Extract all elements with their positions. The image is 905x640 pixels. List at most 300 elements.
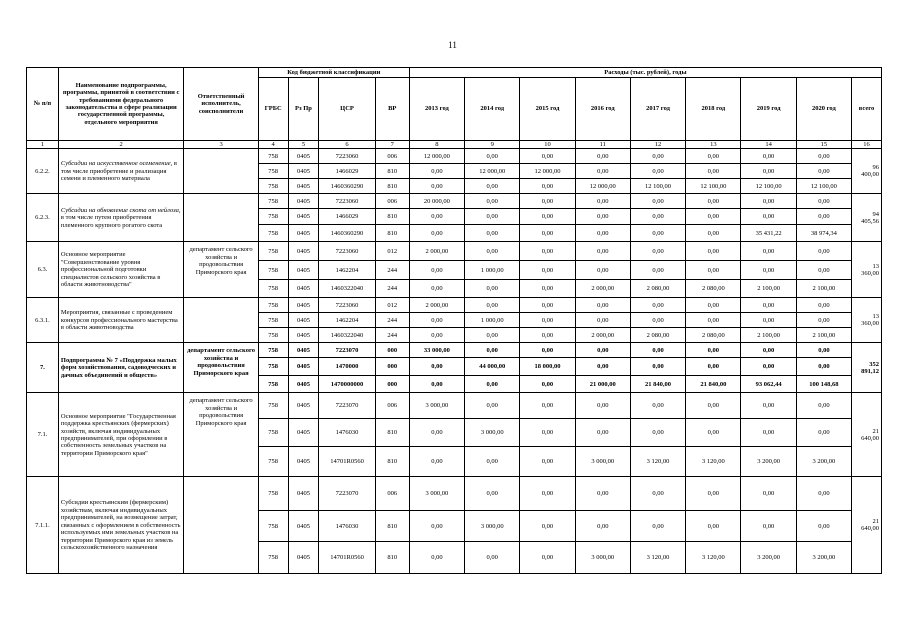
row-name xyxy=(58,149,183,194)
csr-cell: 7223060 xyxy=(319,242,375,261)
value-cell: 3 120,00 xyxy=(630,542,685,574)
column-number: 14 xyxy=(741,141,796,149)
value-cell: 0,00 xyxy=(630,164,685,179)
column-number: 15 xyxy=(796,141,851,149)
value-cell: 100 148,68 xyxy=(796,376,851,393)
value-cell: 0,00 xyxy=(741,511,796,542)
value-cell: 33 000,00 xyxy=(409,343,464,358)
value-cell: 1 000,00 xyxy=(465,261,520,280)
value-cell: 0,00 xyxy=(741,419,796,447)
value-cell: 0,00 xyxy=(686,242,741,261)
grbs-cell: 758 xyxy=(258,447,288,477)
value-cell: 0,00 xyxy=(741,194,796,209)
vr-cell: 006 xyxy=(375,149,409,164)
value-cell: 18 000,00 xyxy=(520,358,575,376)
value-cell: 0,00 xyxy=(686,149,741,164)
rzpr-cell: 0405 xyxy=(288,164,319,179)
rzpr-cell: 0405 xyxy=(288,194,319,209)
value-cell: 3 200,00 xyxy=(796,542,851,574)
rzpr-cell: 0405 xyxy=(288,280,319,298)
row-name-italic: Субсидии на искусственное осеменение xyxy=(60,160,171,168)
value-cell: 2 100,00 xyxy=(796,280,851,298)
row-responsible xyxy=(184,149,258,194)
page-number: 11 xyxy=(448,40,457,50)
vr-cell: 810 xyxy=(375,225,409,242)
rzpr-cell: 0405 xyxy=(288,393,319,419)
value-cell: 2 100,00 xyxy=(741,328,796,343)
row-number: 6.3. xyxy=(27,242,59,298)
column-number: 11 xyxy=(575,141,630,149)
vr-cell: 000 xyxy=(375,376,409,393)
value-cell: 0,00 xyxy=(741,209,796,225)
row-name-rest: , в том числе приобретение и реализация семени и племенного материала xyxy=(60,160,177,183)
value-cell: 0,00 xyxy=(686,261,741,280)
value-cell: 0,00 xyxy=(409,313,464,328)
value-cell: 0,00 xyxy=(465,477,520,511)
value-cell: 44 000,00 xyxy=(465,358,520,376)
value-cell: 0,00 xyxy=(796,358,851,376)
value-cell: 0,00 xyxy=(520,477,575,511)
vr-cell: 006 xyxy=(375,477,409,511)
vr-cell: 244 xyxy=(375,280,409,298)
value-cell: 0,00 xyxy=(630,209,685,225)
value-cell: 2 080,00 xyxy=(686,328,741,343)
grbs-cell: 758 xyxy=(258,511,288,542)
vr-cell: 012 xyxy=(375,242,409,261)
csr-cell: 1462204 xyxy=(319,261,375,280)
vr-cell: 244 xyxy=(375,261,409,280)
rzpr-cell: 0405 xyxy=(288,477,319,511)
grbs-cell: 758 xyxy=(258,393,288,419)
row-number: 7.1.1. xyxy=(27,477,59,574)
value-cell: 0,00 xyxy=(796,343,851,358)
grbs-cell: 758 xyxy=(258,280,288,298)
grbs-cell: 758 xyxy=(258,313,288,328)
grbs-cell: 758 xyxy=(258,358,288,376)
value-cell: 0,00 xyxy=(520,280,575,298)
value-cell: 0,00 xyxy=(575,149,630,164)
value-cell: 0,00 xyxy=(741,343,796,358)
csr-cell: 7223070 xyxy=(319,477,375,511)
value-cell: 0,00 xyxy=(796,164,851,179)
value-cell: 0,00 xyxy=(796,393,851,419)
grbs-cell: 758 xyxy=(258,164,288,179)
value-cell: 0,00 xyxy=(630,242,685,261)
row-name: Основное мероприятие "Государственная поддержка крестьянских (фермерских) хозяйств, включая индивидуальных предпринимателей, при оформлении в собственность земельных участков на территории Приморского края" xyxy=(58,393,183,477)
value-cell: 0,00 xyxy=(520,179,575,194)
rzpr-cell: 0405 xyxy=(288,328,319,343)
rzpr-cell: 0405 xyxy=(288,179,319,194)
value-cell: 0,00 xyxy=(741,242,796,261)
table-row xyxy=(27,393,882,419)
table-row xyxy=(27,194,882,209)
value-cell: 2 100,00 xyxy=(796,328,851,343)
column-number: 8 xyxy=(409,141,464,149)
value-cell: 3 120,00 xyxy=(686,447,741,477)
header-year: 2014 год xyxy=(465,78,520,141)
value-cell: 12 000,00 xyxy=(465,164,520,179)
budget-table xyxy=(26,67,882,574)
header-num: № п/п xyxy=(27,68,59,141)
value-cell: 2 000,00 xyxy=(575,328,630,343)
csr-cell: 14701R0560 xyxy=(319,447,375,477)
value-cell: 0,00 xyxy=(575,261,630,280)
column-number: 3 xyxy=(184,141,258,149)
vr-cell: 006 xyxy=(375,194,409,209)
value-cell: 35 431,22 xyxy=(741,225,796,242)
vr-cell: 244 xyxy=(375,328,409,343)
column-number: 12 xyxy=(630,141,685,149)
value-cell: 0,00 xyxy=(741,149,796,164)
value-cell: 0,00 xyxy=(575,164,630,179)
row-responsible xyxy=(184,298,258,343)
value-cell: 0,00 xyxy=(741,164,796,179)
value-cell: 0,00 xyxy=(575,358,630,376)
total-cell: 21 640,00 xyxy=(852,477,882,574)
value-cell: 0,00 xyxy=(465,149,520,164)
header-year: 2018 год xyxy=(686,78,741,141)
value-cell: 0,00 xyxy=(575,194,630,209)
value-cell: 0,00 xyxy=(520,542,575,574)
value-cell: 0,00 xyxy=(796,209,851,225)
row-responsible xyxy=(184,194,258,242)
value-cell: 0,00 xyxy=(741,477,796,511)
vr-cell: 006 xyxy=(375,393,409,419)
value-cell: 0,00 xyxy=(575,242,630,261)
value-cell: 0,00 xyxy=(409,164,464,179)
value-cell: 3 000,00 xyxy=(575,542,630,574)
value-cell: 0,00 xyxy=(686,313,741,328)
row-name xyxy=(58,194,183,242)
grbs-cell: 758 xyxy=(258,149,288,164)
csr-cell: 1476030 xyxy=(319,511,375,542)
value-cell: 0,00 xyxy=(575,343,630,358)
value-cell: 0,00 xyxy=(686,343,741,358)
row-responsible xyxy=(184,477,258,574)
rzpr-cell: 0405 xyxy=(288,242,319,261)
column-number: 5 xyxy=(288,141,319,149)
header-year: 2013 год xyxy=(409,78,464,141)
row-responsible: департамент сельского хозяйства и продовольствия Приморского края xyxy=(184,393,258,477)
table-row xyxy=(27,477,882,511)
value-cell: 0,00 xyxy=(520,209,575,225)
total-cell: 352 891,12 xyxy=(852,343,882,393)
value-cell: 2 080,00 xyxy=(630,280,685,298)
vr-cell: 810 xyxy=(375,511,409,542)
total-cell: 21 640,00 xyxy=(852,393,882,477)
value-cell: 3 000,00 xyxy=(465,511,520,542)
value-cell: 0,00 xyxy=(465,298,520,313)
table-row xyxy=(27,298,882,313)
column-number: 16 xyxy=(852,141,882,149)
value-cell: 0,00 xyxy=(630,477,685,511)
csr-cell: 1466029 xyxy=(319,164,375,179)
total-cell: 96 400,00 xyxy=(852,149,882,194)
value-cell: 0,00 xyxy=(520,261,575,280)
value-cell: 0,00 xyxy=(409,280,464,298)
value-cell: 0,00 xyxy=(686,298,741,313)
value-cell: 3 000,00 xyxy=(409,393,464,419)
column-number: 6 xyxy=(319,141,375,149)
row-name-rest: , в том числе путем приобретения племенного крупного рогатого скота xyxy=(60,206,181,229)
value-cell: 0,00 xyxy=(630,313,685,328)
rzpr-cell: 0405 xyxy=(288,511,319,542)
grbs-cell: 758 xyxy=(258,419,288,447)
value-cell: 0,00 xyxy=(796,261,851,280)
vr-cell: 810 xyxy=(375,447,409,477)
total-cell: 13 360,00 xyxy=(852,242,882,298)
rzpr-cell: 0405 xyxy=(288,419,319,447)
row-responsible: департамент сельского хозяйства и продовольствия Приморского края xyxy=(184,242,258,298)
value-cell: 0,00 xyxy=(465,393,520,419)
column-number: 13 xyxy=(686,141,741,149)
value-cell: 12 000,00 xyxy=(575,179,630,194)
value-cell: 0,00 xyxy=(465,225,520,242)
value-cell: 0,00 xyxy=(575,313,630,328)
csr-cell: 1460322040 xyxy=(319,280,375,298)
value-cell: 0,00 xyxy=(520,393,575,419)
value-cell: 0,00 xyxy=(520,328,575,343)
value-cell: 0,00 xyxy=(686,358,741,376)
value-cell: 0,00 xyxy=(575,419,630,447)
value-cell: 3 000,00 xyxy=(465,419,520,447)
row-responsible: департамент сельского хозяйства и продовольствия Приморского края xyxy=(184,343,258,393)
value-cell: 0,00 xyxy=(465,328,520,343)
value-cell: 0,00 xyxy=(465,542,520,574)
value-cell: 3 000,00 xyxy=(575,447,630,477)
value-cell: 0,00 xyxy=(686,164,741,179)
value-cell: 0,00 xyxy=(520,511,575,542)
csr-cell: 7223060 xyxy=(319,194,375,209)
value-cell: 0,00 xyxy=(520,194,575,209)
grbs-cell: 758 xyxy=(258,328,288,343)
csr-cell: 1476030 xyxy=(319,419,375,447)
row-number: 6.3.1. xyxy=(27,298,59,343)
grbs-cell: 758 xyxy=(258,261,288,280)
rzpr-cell: 0405 xyxy=(288,358,319,376)
value-cell: 3 200,00 xyxy=(796,447,851,477)
row-number: 7.1. xyxy=(27,393,59,477)
value-cell: 0,00 xyxy=(409,209,464,225)
value-cell: 0,00 xyxy=(409,447,464,477)
csr-cell: 1470000 xyxy=(319,358,375,376)
value-cell: 1 000,00 xyxy=(465,313,520,328)
header-total: всего xyxy=(852,78,882,141)
value-cell: 3 120,00 xyxy=(686,542,741,574)
value-cell: 0,00 xyxy=(630,261,685,280)
value-cell: 0,00 xyxy=(520,149,575,164)
grbs-cell: 758 xyxy=(258,542,288,574)
value-cell: 2 080,00 xyxy=(686,280,741,298)
value-cell: 0,00 xyxy=(409,179,464,194)
value-cell: 0,00 xyxy=(575,225,630,242)
value-cell: 0,00 xyxy=(630,511,685,542)
header-grbs: ГРБС xyxy=(258,78,288,141)
value-cell: 0,00 xyxy=(796,149,851,164)
csr-cell: 1460360290 xyxy=(319,179,375,194)
header-rzpr: Рз Пр xyxy=(288,78,319,141)
value-cell: 0,00 xyxy=(796,477,851,511)
header-year: 2015 год xyxy=(520,78,575,141)
value-cell: 93 062,44 xyxy=(741,376,796,393)
value-cell: 0,00 xyxy=(630,393,685,419)
row-name-italic: Субсидии на обновление скота от нейлоза xyxy=(60,206,179,214)
value-cell: 0,00 xyxy=(796,511,851,542)
value-cell: 12 100,00 xyxy=(741,179,796,194)
value-cell: 0,00 xyxy=(465,242,520,261)
row-number: 6.2.3. xyxy=(27,194,59,242)
value-cell: 0,00 xyxy=(630,225,685,242)
value-cell: 0,00 xyxy=(796,242,851,261)
grbs-cell: 758 xyxy=(258,179,288,194)
value-cell: 0,00 xyxy=(465,179,520,194)
value-cell: 0,00 xyxy=(520,447,575,477)
value-cell: 0,00 xyxy=(409,511,464,542)
grbs-cell: 758 xyxy=(258,477,288,511)
grbs-cell: 758 xyxy=(258,225,288,242)
value-cell: 0,00 xyxy=(520,242,575,261)
value-cell: 0,00 xyxy=(520,343,575,358)
value-cell: 0,00 xyxy=(409,376,464,393)
rzpr-cell: 0405 xyxy=(288,225,319,242)
header-year: 2017 год xyxy=(630,78,685,141)
value-cell: 12 000,00 xyxy=(520,164,575,179)
value-cell: 0,00 xyxy=(465,343,520,358)
grbs-cell: 758 xyxy=(258,343,288,358)
value-cell: 0,00 xyxy=(686,511,741,542)
csr-cell: 1466029 xyxy=(319,209,375,225)
rzpr-cell: 0405 xyxy=(288,149,319,164)
csr-cell: 7223070 xyxy=(319,393,375,419)
value-cell: 0,00 xyxy=(575,393,630,419)
header-responsible: Ответственный исполнитель, соисполнители xyxy=(184,68,258,141)
header-vr: ВР xyxy=(375,78,409,141)
value-cell: 0,00 xyxy=(686,194,741,209)
rzpr-cell: 0405 xyxy=(288,209,319,225)
header-year: 2016 год xyxy=(575,78,630,141)
total-cell: 13 360,00 xyxy=(852,298,882,343)
header-year: 2020 год xyxy=(796,78,851,141)
rzpr-cell: 0405 xyxy=(288,343,319,358)
value-cell: 12 000,00 xyxy=(409,149,464,164)
value-cell: 0,00 xyxy=(686,477,741,511)
value-cell: 0,00 xyxy=(465,209,520,225)
csr-cell: 1470000000 xyxy=(319,376,375,393)
rzpr-cell: 0405 xyxy=(288,447,319,477)
column-number: 1 xyxy=(27,141,59,149)
value-cell: 0,00 xyxy=(575,477,630,511)
value-cell: 0,00 xyxy=(520,225,575,242)
header-year: 2019 год xyxy=(741,78,796,141)
value-cell: 3 120,00 xyxy=(630,447,685,477)
value-cell: 3 200,00 xyxy=(741,542,796,574)
value-cell: 0,00 xyxy=(575,209,630,225)
header-expenses: Расходы (тыс. рублей), годы xyxy=(409,68,881,78)
value-cell: 21 840,00 xyxy=(630,376,685,393)
value-cell: 0,00 xyxy=(520,376,575,393)
column-number: 10 xyxy=(520,141,575,149)
row-name: Субсидии крестьянским (фермерским) хозяйствам, включая индивидуальных предпринимателей, на возмещение затрат, связанных с оформлением в собственность используемых ими земельных участков на территории Приморского края из земель сельскохозяйственного назначения xyxy=(58,477,183,574)
csr-cell: 14701R0560 xyxy=(319,542,375,574)
value-cell: 0,00 xyxy=(575,511,630,542)
value-cell: 0,00 xyxy=(575,298,630,313)
value-cell: 0,00 xyxy=(741,261,796,280)
value-cell: 0,00 xyxy=(796,313,851,328)
value-cell: 0,00 xyxy=(465,280,520,298)
vr-cell: 012 xyxy=(375,298,409,313)
table-row xyxy=(27,343,882,358)
value-cell: 3 200,00 xyxy=(741,447,796,477)
value-cell: 0,00 xyxy=(796,419,851,447)
column-number: 7 xyxy=(375,141,409,149)
column-number: 2 xyxy=(58,141,183,149)
value-cell: 0,00 xyxy=(630,298,685,313)
header-csr: ЦСР xyxy=(319,78,375,141)
value-cell: 0,00 xyxy=(630,419,685,447)
vr-cell: 244 xyxy=(375,313,409,328)
grbs-cell: 758 xyxy=(258,209,288,225)
value-cell: 0,00 xyxy=(409,261,464,280)
column-number: 9 xyxy=(465,141,520,149)
value-cell: 3 000,00 xyxy=(409,477,464,511)
value-cell: 0,00 xyxy=(465,447,520,477)
value-cell: 12 100,00 xyxy=(686,179,741,194)
grbs-cell: 758 xyxy=(258,376,288,393)
csr-cell: 7223070 xyxy=(319,343,375,358)
vr-cell: 810 xyxy=(375,542,409,574)
value-cell: 21 000,00 xyxy=(575,376,630,393)
rzpr-cell: 0405 xyxy=(288,298,319,313)
table-row xyxy=(27,242,882,261)
value-cell: 0,00 xyxy=(796,298,851,313)
grbs-cell: 758 xyxy=(258,194,288,209)
value-cell: 0,00 xyxy=(630,149,685,164)
total-cell: 94 405,56 xyxy=(852,194,882,242)
value-cell: 0,00 xyxy=(741,313,796,328)
grbs-cell: 758 xyxy=(258,242,288,261)
value-cell: 0,00 xyxy=(686,393,741,419)
row-number: 7. xyxy=(27,343,59,393)
value-cell: 0,00 xyxy=(520,298,575,313)
vr-cell: 810 xyxy=(375,419,409,447)
rzpr-cell: 0405 xyxy=(288,261,319,280)
value-cell: 21 840,00 xyxy=(686,376,741,393)
rzpr-cell: 0405 xyxy=(288,542,319,574)
value-cell: 12 100,00 xyxy=(796,179,851,194)
value-cell: 0,00 xyxy=(409,542,464,574)
value-cell: 2 080,00 xyxy=(630,328,685,343)
value-cell: 0,00 xyxy=(409,328,464,343)
value-cell: 0,00 xyxy=(741,358,796,376)
value-cell: 0,00 xyxy=(686,209,741,225)
value-cell: 0,00 xyxy=(630,358,685,376)
value-cell: 0,00 xyxy=(409,358,464,376)
value-cell: 2 000,00 xyxy=(409,298,464,313)
rzpr-cell: 0405 xyxy=(288,313,319,328)
value-cell: 38 974,34 xyxy=(796,225,851,242)
value-cell: 0,00 xyxy=(796,194,851,209)
value-cell: 0,00 xyxy=(520,419,575,447)
header-kbk: Код бюджетной классификации xyxy=(258,68,409,78)
value-cell: 0,00 xyxy=(741,298,796,313)
value-cell: 0,00 xyxy=(465,376,520,393)
csr-cell: 7223060 xyxy=(319,298,375,313)
value-cell: 0,00 xyxy=(630,343,685,358)
grbs-cell: 758 xyxy=(258,298,288,313)
value-cell: 2 000,00 xyxy=(409,242,464,261)
header-name: Наименование подпрограммы, программы, принятой в соответствии с требованиями федерального законодательства в сфере реализации государственной программы, отдельного мероприятия xyxy=(58,68,183,141)
csr-cell: 7223060 xyxy=(319,149,375,164)
